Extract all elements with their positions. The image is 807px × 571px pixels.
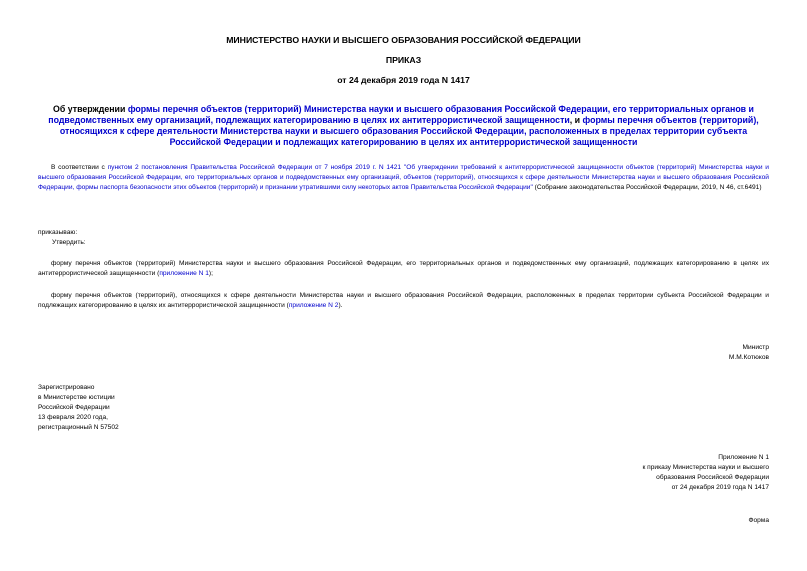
preamble-paragraph xyxy=(38,163,769,193)
appendix-line: Приложение N 1 xyxy=(718,454,769,461)
item1-end: ); xyxy=(208,270,213,277)
registration-line: в Министерстве юстиции xyxy=(38,394,115,401)
appendix-line: образования Российской Федерации xyxy=(656,474,769,481)
preamble-prefix: В соответствии с xyxy=(51,164,108,171)
approve-item-1 xyxy=(38,259,769,279)
form-label: Форма xyxy=(748,517,769,524)
appendix-line: к приказу Министерства науки и высшего xyxy=(642,464,769,471)
registration-line: Российской Федерации xyxy=(38,404,110,411)
order-word: приказываю: xyxy=(38,229,78,236)
document-type: ПРИКАЗ xyxy=(385,55,422,65)
resolution-link[interactable]: пунктом 2 постановления Правительства Российской Федерации от 7 ноября 2019 г. N 1421 "Об утверждении требований к антитеррористической защищенности объектов (территорий) Министерства науки и высшего образования Российской Федерации, его территориальных органов и подведомственных ему организаций, объектов (территорий), относящихся к сфере деятельности Министерства науки и высшего образования Российской Федерации, формы паспорта безопасности этих объектов (территорий) и признании утратившими силу некоторых актов Правительства Российской Федерации" xyxy=(38,164,769,191)
approve-word: Утвердить: xyxy=(52,239,86,246)
document-title xyxy=(38,104,769,148)
preamble-suffix: (Собрание законодательства Российской Федерации, 2019, N 46, ст.6491) xyxy=(532,184,762,191)
item2-end: ). xyxy=(338,302,343,309)
ministry-heading: МИНИСТЕРСТВО НАУКИ И ВЫСШЕГО ОБРАЗОВАНИЯ РОССИЙСКОЙ ФЕДЕРАЦИИ xyxy=(226,35,581,45)
document-date-number: от 24 декабря 2019 года N 1417 xyxy=(337,75,470,85)
item1-text: форму перечня объектов (территорий) Министерства науки и высшего образования Российской Федерации, его территориальных органов и подведомственных ему организаций, подлежащих категорированию в целях их антитеррористической защищенности ( xyxy=(38,260,769,277)
signature-position: Министр xyxy=(742,344,769,351)
appendix1-link[interactable]: приложение N 1 xyxy=(159,270,209,277)
title-conjunction: , и xyxy=(569,115,583,125)
appendix-line: от 24 декабря 2019 года N 1417 xyxy=(671,484,769,491)
title-form1-link[interactable]: формы перечня объектов (территорий) Министерства науки и высшего образования Российской Федерации, его территориальных органов и подведомственных ему организаций, подлежащих категорированию в целях их антитеррористической защищенности xyxy=(48,104,754,125)
appendix-block xyxy=(509,453,769,493)
registration-line: 13 февраля 2020 года, xyxy=(38,414,108,421)
item2-text: форму перечня объектов (территорий), относящихся к сфере деятельности Министерства науки и высшего образования Российской Федерации, расположенных в пределах территории субъекта Российской Федерации и подлежащих категорированию в целях их антитеррористической защищенности ( xyxy=(38,292,769,309)
appendix2-link[interactable]: приложение N 2 xyxy=(288,302,339,309)
title-prefix: Об утверждении xyxy=(53,104,128,114)
signature-name: М.М.Котюков xyxy=(728,354,769,361)
approve-item-2 xyxy=(38,291,769,311)
registration-line: регистрационный N 57502 xyxy=(38,424,119,431)
registration-block xyxy=(38,383,119,433)
title-form2-link[interactable]: формы перечня объектов (территорий), относящихся к сфере деятельности Министерства науки и высшего образования Российской Федерации, расположенных в пределах территории субъекта Российской Федерации и подлежащих категорированию в целях их антитеррористической защищенности xyxy=(59,115,759,147)
registration-line: Зарегистрировано xyxy=(38,384,95,391)
